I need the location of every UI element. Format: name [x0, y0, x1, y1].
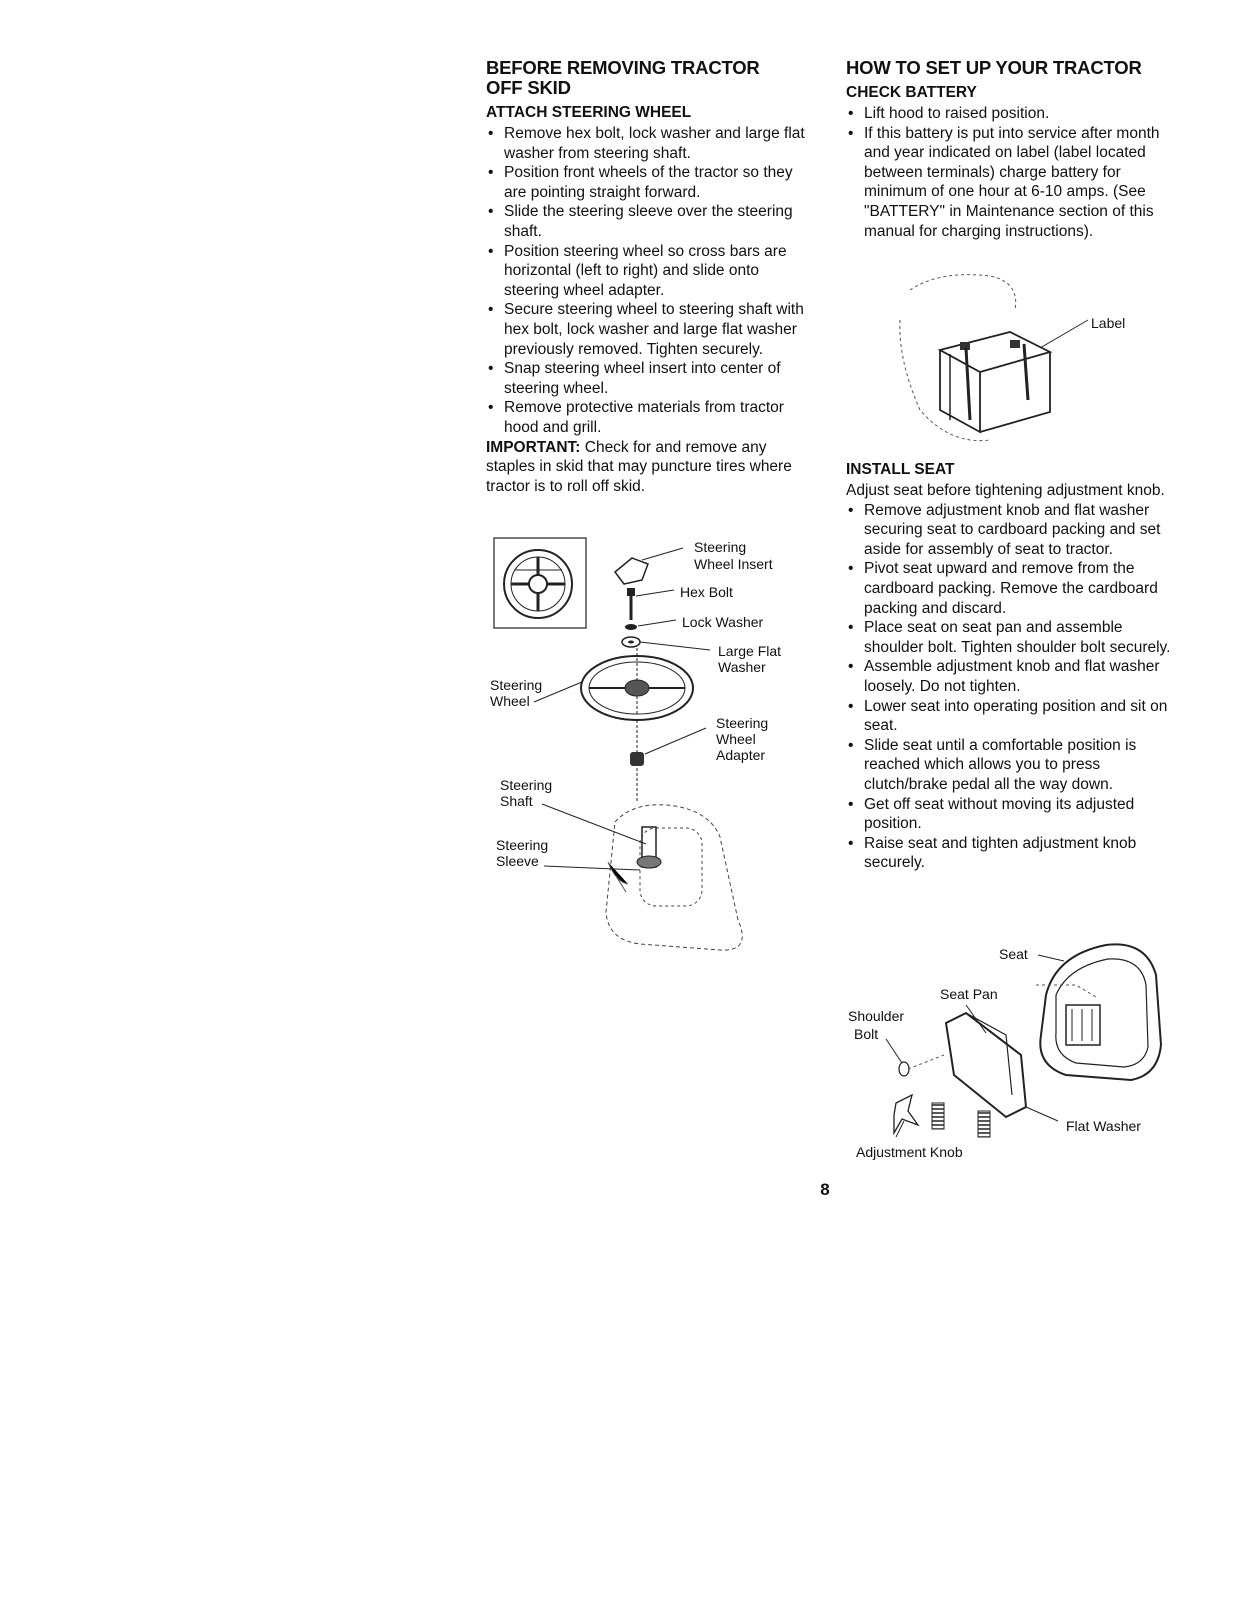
label-wheel-1: Steering [490, 677, 543, 693]
list-item: • Assemble adjustment knob and flat washer loosely. Do not tighten. [846, 657, 1176, 696]
label-shoulder-bolt-1: Shoulder [848, 1008, 905, 1024]
seat-pan-icon [946, 1013, 1026, 1117]
label-large-flat-2: Washer [718, 659, 766, 675]
list-item: • Remove hex bolt, lock washer and large flat washer from steering shaft. [486, 124, 816, 163]
right-column [846, 58, 1176, 241]
subheading-check-battery: CHECK BATTERY [846, 84, 977, 101]
list-item: • Remove protective materials from tractor hood and grill. [486, 398, 816, 437]
label-lock-washer: Lock Washer [682, 614, 764, 630]
list-item: • If this battery is put into service after month and year indicated on label (label located between terminals) charge battery for minimum of one hour at 6-10 amps. (See "BATTERY" in Maintenance section of this manual for charging instructions). [846, 124, 1176, 242]
steering-steps-list [486, 124, 816, 438]
steering-wheel-insert-icon [615, 558, 648, 584]
page-number: 8 [820, 1180, 830, 1199]
spring-icon [932, 1103, 990, 1137]
list-item: • Lower seat into operating position and sit on seat. [846, 697, 1176, 736]
list-item: • Slide the steering sleeve over the steering shaft. [486, 202, 816, 241]
seat-steps-list [846, 501, 1176, 873]
label-battery-label: Label [1091, 315, 1126, 331]
setup-heading: HOW TO SET UP YOUR TRACTOR [846, 57, 1142, 78]
label-adapter-2: Wheel [716, 731, 756, 747]
label-sleeve-2: Sleeve [496, 853, 539, 869]
list-item: • Remove adjustment knob and flat washer securing seat to cardboard packing and set aside for assembly of seat to tractor. [846, 501, 1176, 560]
important-note [486, 438, 816, 497]
important-label: IMPORTANT: [486, 438, 581, 456]
hex-bolt-icon [627, 588, 635, 620]
steering-wheel-top-view-icon [504, 550, 572, 618]
shoulder-bolt-icon [899, 1055, 944, 1076]
list-item: • Snap steering wheel insert into center of steering wheel. [486, 359, 816, 398]
label-sleeve-1: Steering [496, 837, 549, 853]
left-column [486, 58, 816, 496]
section-heading-line-2: OFF SKID [486, 77, 571, 98]
lock-washer-icon [625, 624, 637, 630]
seat-intro: Adjust seat before tightening adjustment knob. [846, 482, 1165, 499]
large-flat-washer-icon [622, 637, 640, 647]
adjustment-knob-icon [894, 1095, 918, 1133]
list-item: • Raise seat and tighten adjustment knob securely. [846, 834, 1176, 873]
section-heading-line-1: BEFORE REMOVING TRACTOR [486, 57, 760, 78]
battery-compartment-icon [900, 275, 1016, 441]
list-item: • Slide seat until a comfortable position is reached which allows you to press clutch/brake pedal all the way down. [846, 736, 1176, 795]
list-item: • Get off seat without moving its adjusted position. [846, 795, 1176, 834]
subheading-install-seat: INSTALL SEAT [846, 461, 955, 478]
list-item: • Pivot seat upward and remove from the cardboard packing. Remove the cardboard packing and discard. [846, 559, 1176, 618]
label-seat: Seat [999, 946, 1028, 962]
important-text: Check for and remove any staples in skid that may puncture tires where tractor is to roll off skid. [486, 438, 792, 495]
label-wheel-2: Wheel [490, 693, 530, 709]
label-shaft-1: Steering [500, 777, 553, 793]
label-large-flat-1: Large Flat [718, 643, 782, 659]
label-insert-2: Wheel Insert [694, 556, 773, 572]
steering-wheel-adapter-icon [630, 752, 644, 766]
seat-assembly-diagram [846, 935, 1176, 1165]
list-item: • Secure steering wheel to steering shaft with hex bolt, lock washer and large flat washer previously removed. Tighten securely. [486, 300, 816, 359]
label-adapter-1: Steering [716, 715, 769, 731]
label-insert-1: Steering [694, 539, 747, 555]
steering-wheel-icon [581, 648, 693, 720]
battery-steps-list [846, 104, 1176, 241]
label-adjustment-knob: Adjustment Knob [856, 1144, 963, 1160]
install-seat-section [846, 460, 1176, 873]
label-adapter-3: Adapter [716, 747, 766, 763]
list-item: • Lift hood to raised position. [846, 104, 1176, 124]
list-item: • Position front wheels of the tractor so they are pointing straight forward. [486, 163, 816, 202]
label-shoulder-bolt-2: Bolt [854, 1026, 879, 1042]
tractor-dash-icon [606, 805, 742, 950]
label-shaft-2: Shaft [500, 793, 533, 809]
list-item: • Place seat on seat pan and assemble shoulder bolt. Tighten shoulder bolt securely. [846, 618, 1176, 657]
label-seat-pan: Seat Pan [940, 986, 998, 1002]
battery-icon [940, 332, 1050, 432]
list-item: • Position steering wheel so cross bars are horizontal (left to right) and slide onto steering wheel adapter. [486, 242, 816, 301]
steering-assembly-diagram [490, 532, 800, 972]
label-hex-bolt: Hex Bolt [680, 584, 733, 600]
subheading-attach-steering-wheel: ATTACH STEERING WHEEL [486, 104, 692, 121]
seat-icon [1036, 944, 1161, 1080]
battery-diagram [880, 270, 1140, 460]
label-flat-washer: Flat Washer [1066, 1118, 1141, 1134]
